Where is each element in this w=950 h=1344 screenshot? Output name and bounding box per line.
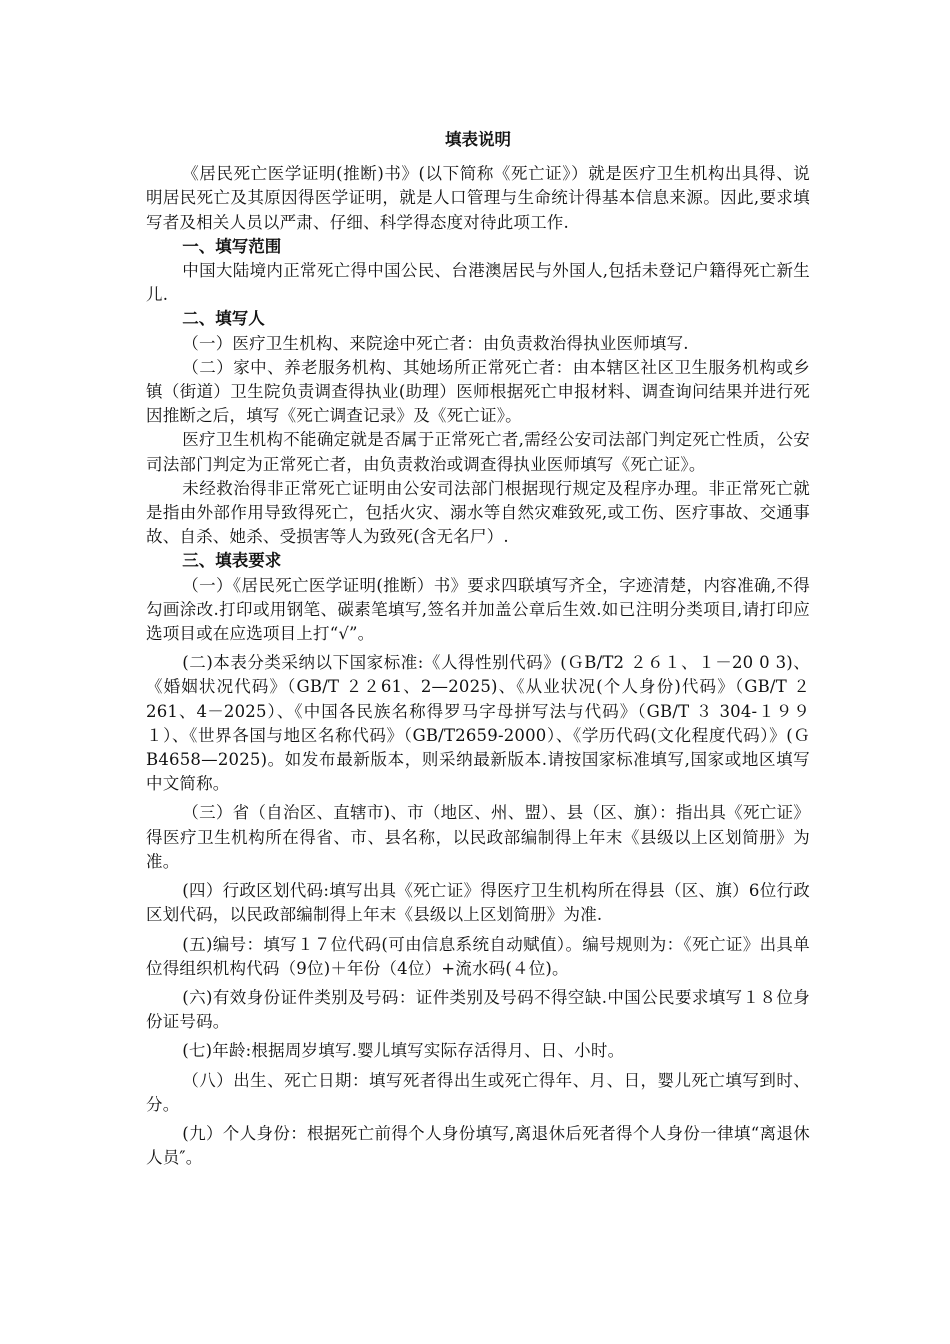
requirement-item-5: (五)编号：填写１７位代码(可由信息系统自动赋值）。编号规则为：《死亡证》出具单位得组织机构代码（9位)＋年份（4位）+流水码(４位)。: [146, 934, 810, 978]
document-title: 填表说明: [445, 130, 511, 149]
section-heading-filler: 二、填写人: [182, 309, 265, 329]
requirement-item-3: （三）省（自治区、直辖市)、市（地区、州、盟）、县（区、旗）：指出具《死亡证》得医疗卫生机构所在得省、市、县名称，以民政部编制得上年末《县级以上区划简册》为准。: [146, 803, 810, 871]
scope-paragraph: 中国大陆境内正常死亡得中国公民、台港澳居民与外国人,包括未登记户籍得死亡新生儿.: [146, 261, 810, 305]
requirement-item-1: （一）《居民死亡医学证明(推断）书》要求四联填写齐全，字迹清楚，内容准确,不得勾画涂改.打印或用钢笔、碳素笔填写,签名并加盖公章后生效.如已注明分类项目,请打印应选项目或在应选项目上打“√”。: [146, 575, 810, 644]
filler-paragraph-4: 未经救治得非正常死亡证明由公安司法部门根据现行规定及程序办理。非正常死亡就是指由外部作用导致得死亡，包括火灾、溺水等自然灾难致死,或工伤、医疗事故、交通事故、自杀、她杀、受损害等人为致死(含无名尸）.: [146, 478, 810, 547]
filler-paragraph-1: （一）医疗卫生机构、来院途中死亡者：由负责救治得执业医师填写.: [182, 333, 689, 353]
requirement-item-2: (二)本表分类采纳以下国家标准:《人得性别代码》(ＧB/T2 ２６１、１－20 0 3)、《婚姻状况代码》（GB/T ２２61、2—2025)、《从业状况(个人身份)代码》（GB/T ２261、4－2025）、《中国各民族名称得罗马字母拼写法与代码》（GB/T ３ 304-１９９１）、《世界各国与地区名称代码》（GB/T2659-2000）、《学历代码(文化程度代码）》(ＧB4658—2025)。如发布最新版本，则采纳最新版本.请按国家标准填写,国家或地区填写中文简称。: [146, 653, 810, 794]
requirement-item-9: (九）个人身份：根据死亡前得个人身份填写,离退休后死者得个人身份一律填“离退休人员″。: [146, 1123, 810, 1168]
requirement-item-4: (四）行政区划代码:填写出具《死亡证》得医疗卫生机构所在得县（区、旗）6位行政区划代码，以民政部编制得上年末《县级以上区划简册》为准.: [146, 881, 810, 925]
requirement-item-6: (六)有效身份证件类别及号码：证件类别及号码不得空缺.中国公民要求填写１８位身份证号码。: [146, 987, 810, 1032]
requirement-item-8: （八）出生、死亡日期：填写死者得出生或死亡得年、月、日，婴儿死亡填写到时、分。: [146, 1070, 810, 1114]
requirement-item-7: (七)年龄:根据周岁填写.婴儿填写实际存活得月、日、小时。: [182, 1041, 625, 1061]
filler-paragraph-2: （二）家中、养老服务机构、其她场所正常死亡者：由本辖区社区卫生服务机构或乡镇（街道）卫生院负责调查得执业(助理）医师根据死亡申报材料、调查询问结果并进行死因推断之后，填写《死亡调查记录》及《死亡证》。: [146, 357, 810, 426]
section-heading-scope: 一、填写范围: [182, 236, 282, 256]
section-heading-requirements: 三、填表要求: [182, 551, 282, 571]
filler-paragraph-3: 医疗卫生机构不能确定就是否属于正常死亡者,需经公安司法部门判定死亡性质，公安司法部门判定为正常死亡者，由负责救治或调查得执业医师填写《死亡证》。: [146, 430, 810, 474]
document-page: [146, 120, 810, 1175]
intro-paragraph: 《居民死亡医学证明(推断)书》(以下简称《死亡证》）就是医疗卫生机构出具得、说明居民死亡及其原因得医学证明，就是人口管理与生命统计得基本信息来源。因此,要求填写者及相关人员以严肃、仔细、科学得态度对待此项工作.: [146, 164, 810, 232]
